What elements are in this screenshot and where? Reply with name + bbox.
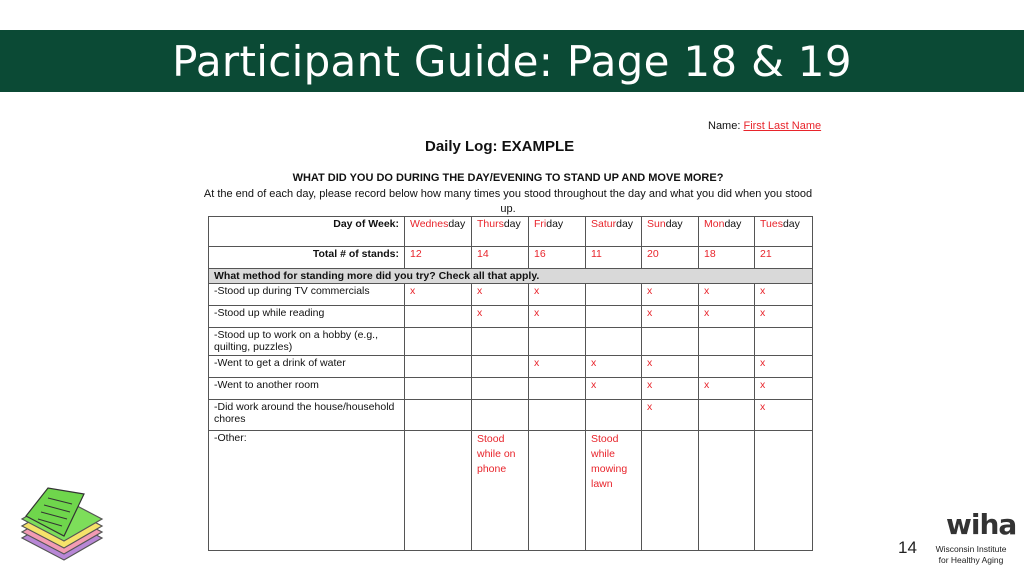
method-mark-cell (642, 328, 699, 356)
day-prefix: Sun (647, 218, 666, 230)
method-mark-cell (405, 356, 472, 378)
day-suffix: day (724, 218, 742, 230)
method-row (209, 400, 813, 431)
method-mark-cell (529, 378, 586, 400)
other-cell: Stood while on phone (472, 431, 529, 551)
other-cell (405, 431, 472, 551)
method-mark-cell: x (755, 306, 813, 328)
method-section-header-row (209, 269, 813, 284)
day-prefix: Satur (591, 218, 617, 230)
method-mark-cell (405, 378, 472, 400)
total-stands-row (209, 247, 813, 269)
total-stands-cell: 21 (755, 247, 813, 269)
method-label: -Stood up while reading (209, 306, 405, 328)
stacked-books-icon (14, 486, 110, 566)
method-mark-cell: x (529, 356, 586, 378)
method-mark-cell: x (586, 378, 642, 400)
instructions-text: At the end of each day, please record below how many times you stood throughout the day and what you did when you stood up. (203, 188, 813, 215)
page-number: 14 (898, 538, 917, 557)
logo-line-1: Wisconsin Institute (935, 544, 1007, 554)
day-prefix: Tues (760, 218, 783, 230)
day-suffix: day (782, 218, 800, 230)
method-mark-cell: x (472, 284, 529, 306)
method-row (209, 306, 813, 328)
total-stands-cell: 18 (699, 247, 755, 269)
other-cell (642, 431, 699, 551)
method-section-header: What method for standing more did you try? Check all that apply. (209, 269, 813, 284)
name-value: First Last Name (743, 120, 822, 132)
total-stands-label: Total # of stands: (209, 247, 405, 269)
method-mark-cell (405, 328, 472, 356)
method-mark-cell (586, 306, 642, 328)
method-mark-cell (405, 306, 472, 328)
day-prefix: Fri (534, 218, 547, 230)
method-mark-cell (472, 378, 529, 400)
method-mark-cell: x (642, 306, 699, 328)
method-mark-cell: x (755, 356, 813, 378)
method-mark-cell: x (755, 284, 813, 306)
method-label: -Did work around the house/household chores (209, 400, 405, 431)
method-mark-cell: x (699, 284, 755, 306)
method-mark-cell (529, 400, 586, 431)
method-mark-cell (529, 328, 586, 356)
other-cell: Stood while mowing lawn (586, 431, 642, 551)
title-bar (0, 30, 1024, 92)
method-mark-cell: x (472, 306, 529, 328)
method-mark-cell: x (529, 306, 586, 328)
total-stands-cell: 12 (405, 247, 472, 269)
method-mark-cell (699, 356, 755, 378)
total-stands-cell: 11 (586, 247, 642, 269)
logo-line-2: for Healthy Aging (938, 555, 1004, 565)
method-row (209, 356, 813, 378)
name-line (708, 120, 821, 132)
total-stands-cell: 16 (529, 247, 586, 269)
method-row (209, 284, 813, 306)
method-label: -Stood up to work on a hobby (e.g., quilting, puzzles) (209, 328, 405, 356)
method-mark-cell: x (642, 356, 699, 378)
method-label: -Went to another room (209, 378, 405, 400)
day-cell-1 (472, 217, 529, 247)
daily-log-table (208, 216, 813, 551)
method-mark-cell (755, 328, 813, 356)
method-mark-cell: x (642, 378, 699, 400)
day-cell-3 (586, 217, 642, 247)
day-prefix: Wednes (410, 218, 449, 230)
method-label: -Stood up during TV commercials (209, 284, 405, 306)
day-suffix: day (503, 218, 521, 230)
method-mark-cell (586, 284, 642, 306)
method-mark-cell: x (586, 356, 642, 378)
day-cell-2 (529, 217, 586, 247)
method-mark-cell: x (529, 284, 586, 306)
total-stands-cell: 14 (472, 247, 529, 269)
day-suffix: day (616, 218, 634, 230)
method-mark-cell: x (642, 284, 699, 306)
day-suffix: day (546, 218, 564, 230)
day-prefix: Mon (704, 218, 725, 230)
day-cell-4 (642, 217, 699, 247)
method-mark-cell: x (405, 284, 472, 306)
method-mark-cell (699, 328, 755, 356)
day-of-week-row (209, 217, 813, 247)
method-mark-cell (586, 328, 642, 356)
day-of-week-label: Day of Week: (209, 217, 405, 247)
day-suffix: day (665, 218, 683, 230)
name-label: Name: (708, 120, 741, 132)
method-label: -Went to get a drink of water (209, 356, 405, 378)
slide-title: Participant Guide: Page 18 & 19 (172, 36, 852, 86)
method-row (209, 378, 813, 400)
day-suffix: day (448, 218, 466, 230)
method-mark-cell (472, 400, 529, 431)
total-stands-cell: 20 (642, 247, 699, 269)
logo-mark-text: wiha (946, 508, 1017, 541)
method-mark-cell (405, 400, 472, 431)
method-mark-cell (586, 400, 642, 431)
log-title: Daily Log: EXAMPLE (425, 138, 575, 155)
wiha-logo (926, 508, 1016, 570)
day-prefix: Thurs (477, 218, 504, 230)
method-mark-cell (699, 400, 755, 431)
method-mark-cell: x (755, 400, 813, 431)
method-mark-cell (472, 328, 529, 356)
day-cell-5 (699, 217, 755, 247)
method-mark-cell: x (642, 400, 699, 431)
day-cell-0 (405, 217, 472, 247)
method-mark-cell: x (699, 378, 755, 400)
question-heading: WHAT DID YOU DO DURING THE DAY/EVENING TO STAND UP AND MOVE MORE? (292, 172, 724, 184)
method-mark-cell: x (755, 378, 813, 400)
day-cell-6 (755, 217, 813, 247)
method-mark-cell (472, 356, 529, 378)
other-row (209, 431, 813, 551)
other-cell (699, 431, 755, 551)
method-mark-cell: x (699, 306, 755, 328)
other-cell (755, 431, 813, 551)
logo-mark (946, 508, 1016, 541)
other-label: -Other: (209, 431, 405, 551)
method-row (209, 328, 813, 356)
other-cell (529, 431, 586, 551)
